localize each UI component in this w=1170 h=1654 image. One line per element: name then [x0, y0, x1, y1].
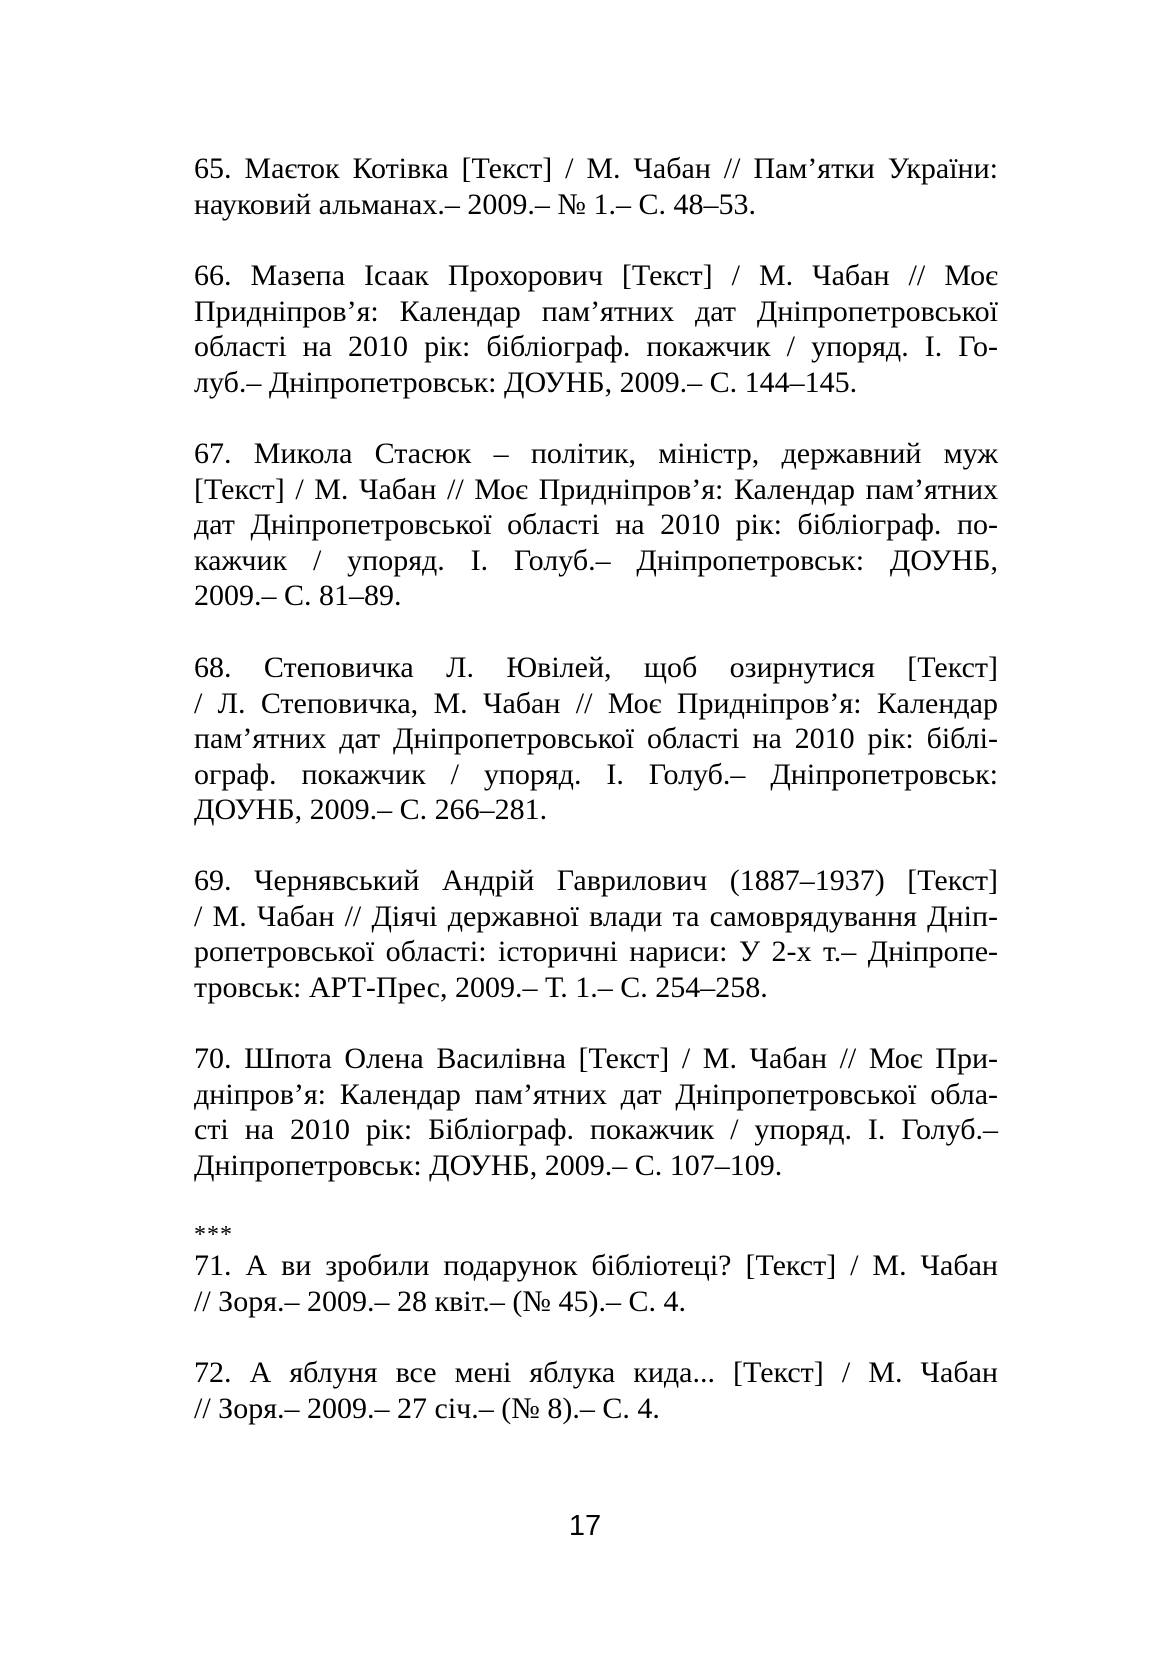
bibliography-entry-71 — [194, 1248, 998, 1319]
bibliography-entry-66 — [194, 258, 998, 400]
entry-line: науковий альманах.– 2009.– № 1.– С. 48–53. — [194, 187, 757, 221]
entry-line: ДОУНБ, 2009.– С. 266–281. — [194, 793, 548, 826]
entry-line: Дніпропетровськ: ДОУНБ, 2009.– С. 107–109. — [194, 1148, 783, 1182]
entry-line: 68. Степовичка Л. Ювілей, щоб озирнутися [Текст] — [194, 651, 998, 684]
entry-line: тровськ: АРТ-Прес, 2009.– Т. 1.– С. 254–258. — [194, 970, 768, 1004]
entry-line: 70. Шпота Олена Василівна [Текст] / М. Чабан // Моє При- — [194, 1042, 998, 1075]
entry-line: ограф. покажчик / упоряд. І. Голуб.– Дніпропетровськ: — [194, 757, 998, 791]
section-separator: *** — [194, 1222, 233, 1248]
entry-line: 71. А ви зробили подарунок бібліотеці? [Текст] / М. Чабан — [194, 1249, 998, 1282]
entry-line: сті на 2010 рік: Бібліограф. покажчик / упоряд. І. Голуб.– — [194, 1113, 998, 1146]
entry-line: дат Дніпропетровської області на 2010 рік: бібліограф. по- — [194, 508, 998, 541]
entry-line: // Зоря.– 2009.– 27 січ.– (№ 8).– С. 4. — [194, 1391, 660, 1425]
bibliography-entry-68 — [194, 650, 998, 828]
entry-line: 72. А яблуня все мені яблука кида... [Текст] / М. Чабан — [194, 1356, 998, 1389]
entry-line: / Л. Степовичка, М. Чабан // Моє Придніпров’я: Календар — [194, 686, 998, 720]
entry-line: / М. Чабан // Діячі державної влади та самоврядування Дніп- — [194, 899, 998, 933]
entry-line: [Текст] / М. Чабан // Моє Придніпров’я: Календар пам’ятних — [194, 472, 998, 506]
entry-line: 65. Маєток Котівка [Текст] / М. Чабан // Пам’ятки України: — [194, 152, 998, 185]
bibliography-entry-69 — [194, 863, 998, 1005]
entry-line: пам’ятних дат Дніпропетровської області на 2010 рік: біблі- — [194, 722, 998, 755]
bibliography-entry-65 — [194, 151, 998, 222]
entry-line: області на 2010 рік: бібліограф. покажчик / упоряд. І. Го- — [194, 330, 998, 363]
entry-line: кажчик / упоряд. І. Голуб.– Дніпропетровськ: ДОУНБ, — [194, 543, 998, 577]
entry-line: 66. Мазепа Ісаак Прохорович [Текст] / М. Чабан // Моє — [194, 259, 998, 292]
entry-line: 2009.– С. 81–89. — [194, 579, 402, 612]
bibliography-entry-72 — [194, 1355, 998, 1426]
bibliography-entry-67 — [194, 436, 998, 614]
entry-line: 67. Микола Стасюк – політик, міністр, державний муж — [194, 437, 998, 470]
page-number: 17 — [568, 1510, 602, 1542]
bibliography-entry-70 — [194, 1041, 998, 1183]
entry-line: 69. Чернявський Андрій Гаврилович (1887–1937) [Текст] — [194, 864, 998, 897]
entry-line: луб.– Дніпропетровськ: ДОУНБ, 2009.– С. 144–145. — [194, 365, 858, 399]
entry-line: ропетровської області: історичні нариси: У 2-х т.– Дніпропе- — [194, 935, 998, 968]
entry-line: // Зоря.– 2009.– 28 квіт.– (№ 45).– С. 4. — [194, 1284, 687, 1318]
entry-line: Придніпров’я: Календар пам’ятних дат Дніпропетровської — [194, 294, 998, 328]
entry-line: дніпров’я: Календар пам’ятних дат Дніпропетровської обла- — [194, 1077, 998, 1111]
